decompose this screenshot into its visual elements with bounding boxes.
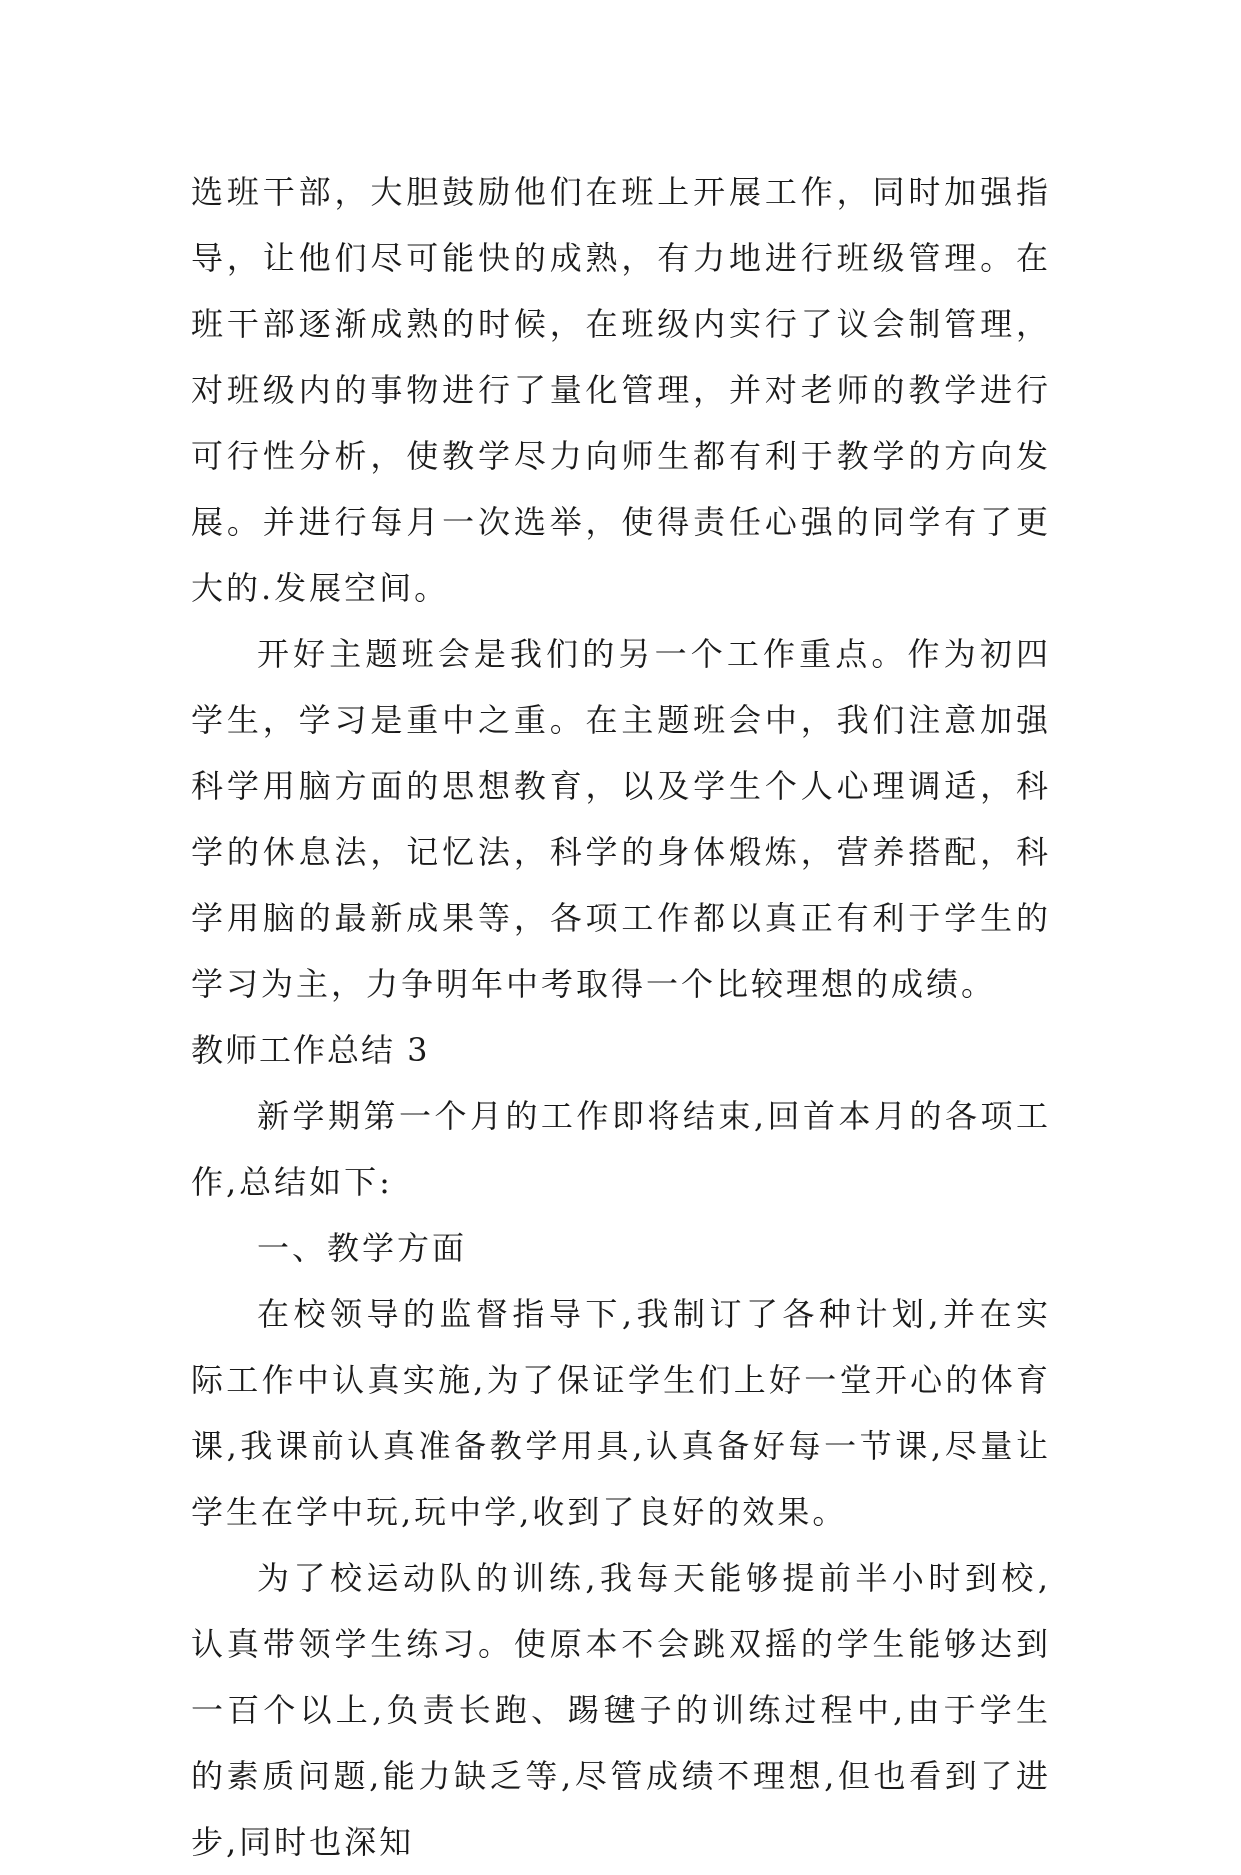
section-title: 教师工作总结 3	[191, 1031, 430, 1069]
document-body	[191, 159, 1051, 1875]
paragraph-sports-team: 为了校运动队的训练,我每天能够提前半小时到校,认真带领学生练习。使原本不会跳双摇的学生能够达到一百个以上,负责长跑、踢毽子的训练过程中,由于学生的素质问题,能力缺乏等,尽管成绩不理想,但也看到了进步,同时也深知	[191, 1559, 1051, 1861]
paragraph-intro: 新学期第一个月的工作即将结束,回首本月的各项工作,总结如下:	[191, 1097, 1051, 1201]
paragraph-teaching-plan: 在校领导的监督指导下,我制订了各种计划,并在实际工作中认真实施,为了保证学生们上好一堂开心的体育课,我课前认真准备教学用具,认真备好每一节课,尽量让学生在学中玩,玩中学,收到了良好的效果。	[191, 1295, 1051, 1531]
paragraph-theme-meeting: 开好主题班会是我们的另一个工作重点。作为初四学生，学习是重中之重。在主题班会中，我们注意加强科学用脑方面的思想教育，以及学生个人心理调适，科学的休息法，记忆法，科学的身体煅炼，营养搭配，科学用脑的最新成果等，各项工作都以真正有利于学生的学习为主，力争明年中考取得一个比较理想的成绩。	[191, 635, 1051, 1003]
subheading-teaching: 一、教学方面	[257, 1229, 468, 1267]
paragraph-class-cadres: 选班干部，大胆鼓励他们在班上开展工作，同时加强指导，让他们尽可能快的成熟，有力地进行班级管理。在班干部逐渐成熟的时候，在班级内实行了议会制管理，对班级内的事物进行了量化管理，并对老师的教学进行可行性分析，使教学尽力向师生都有利于教学的方向发展。并进行每月一次选举，使得责任心强的同学有了更大的.发展空间。	[191, 173, 1051, 607]
